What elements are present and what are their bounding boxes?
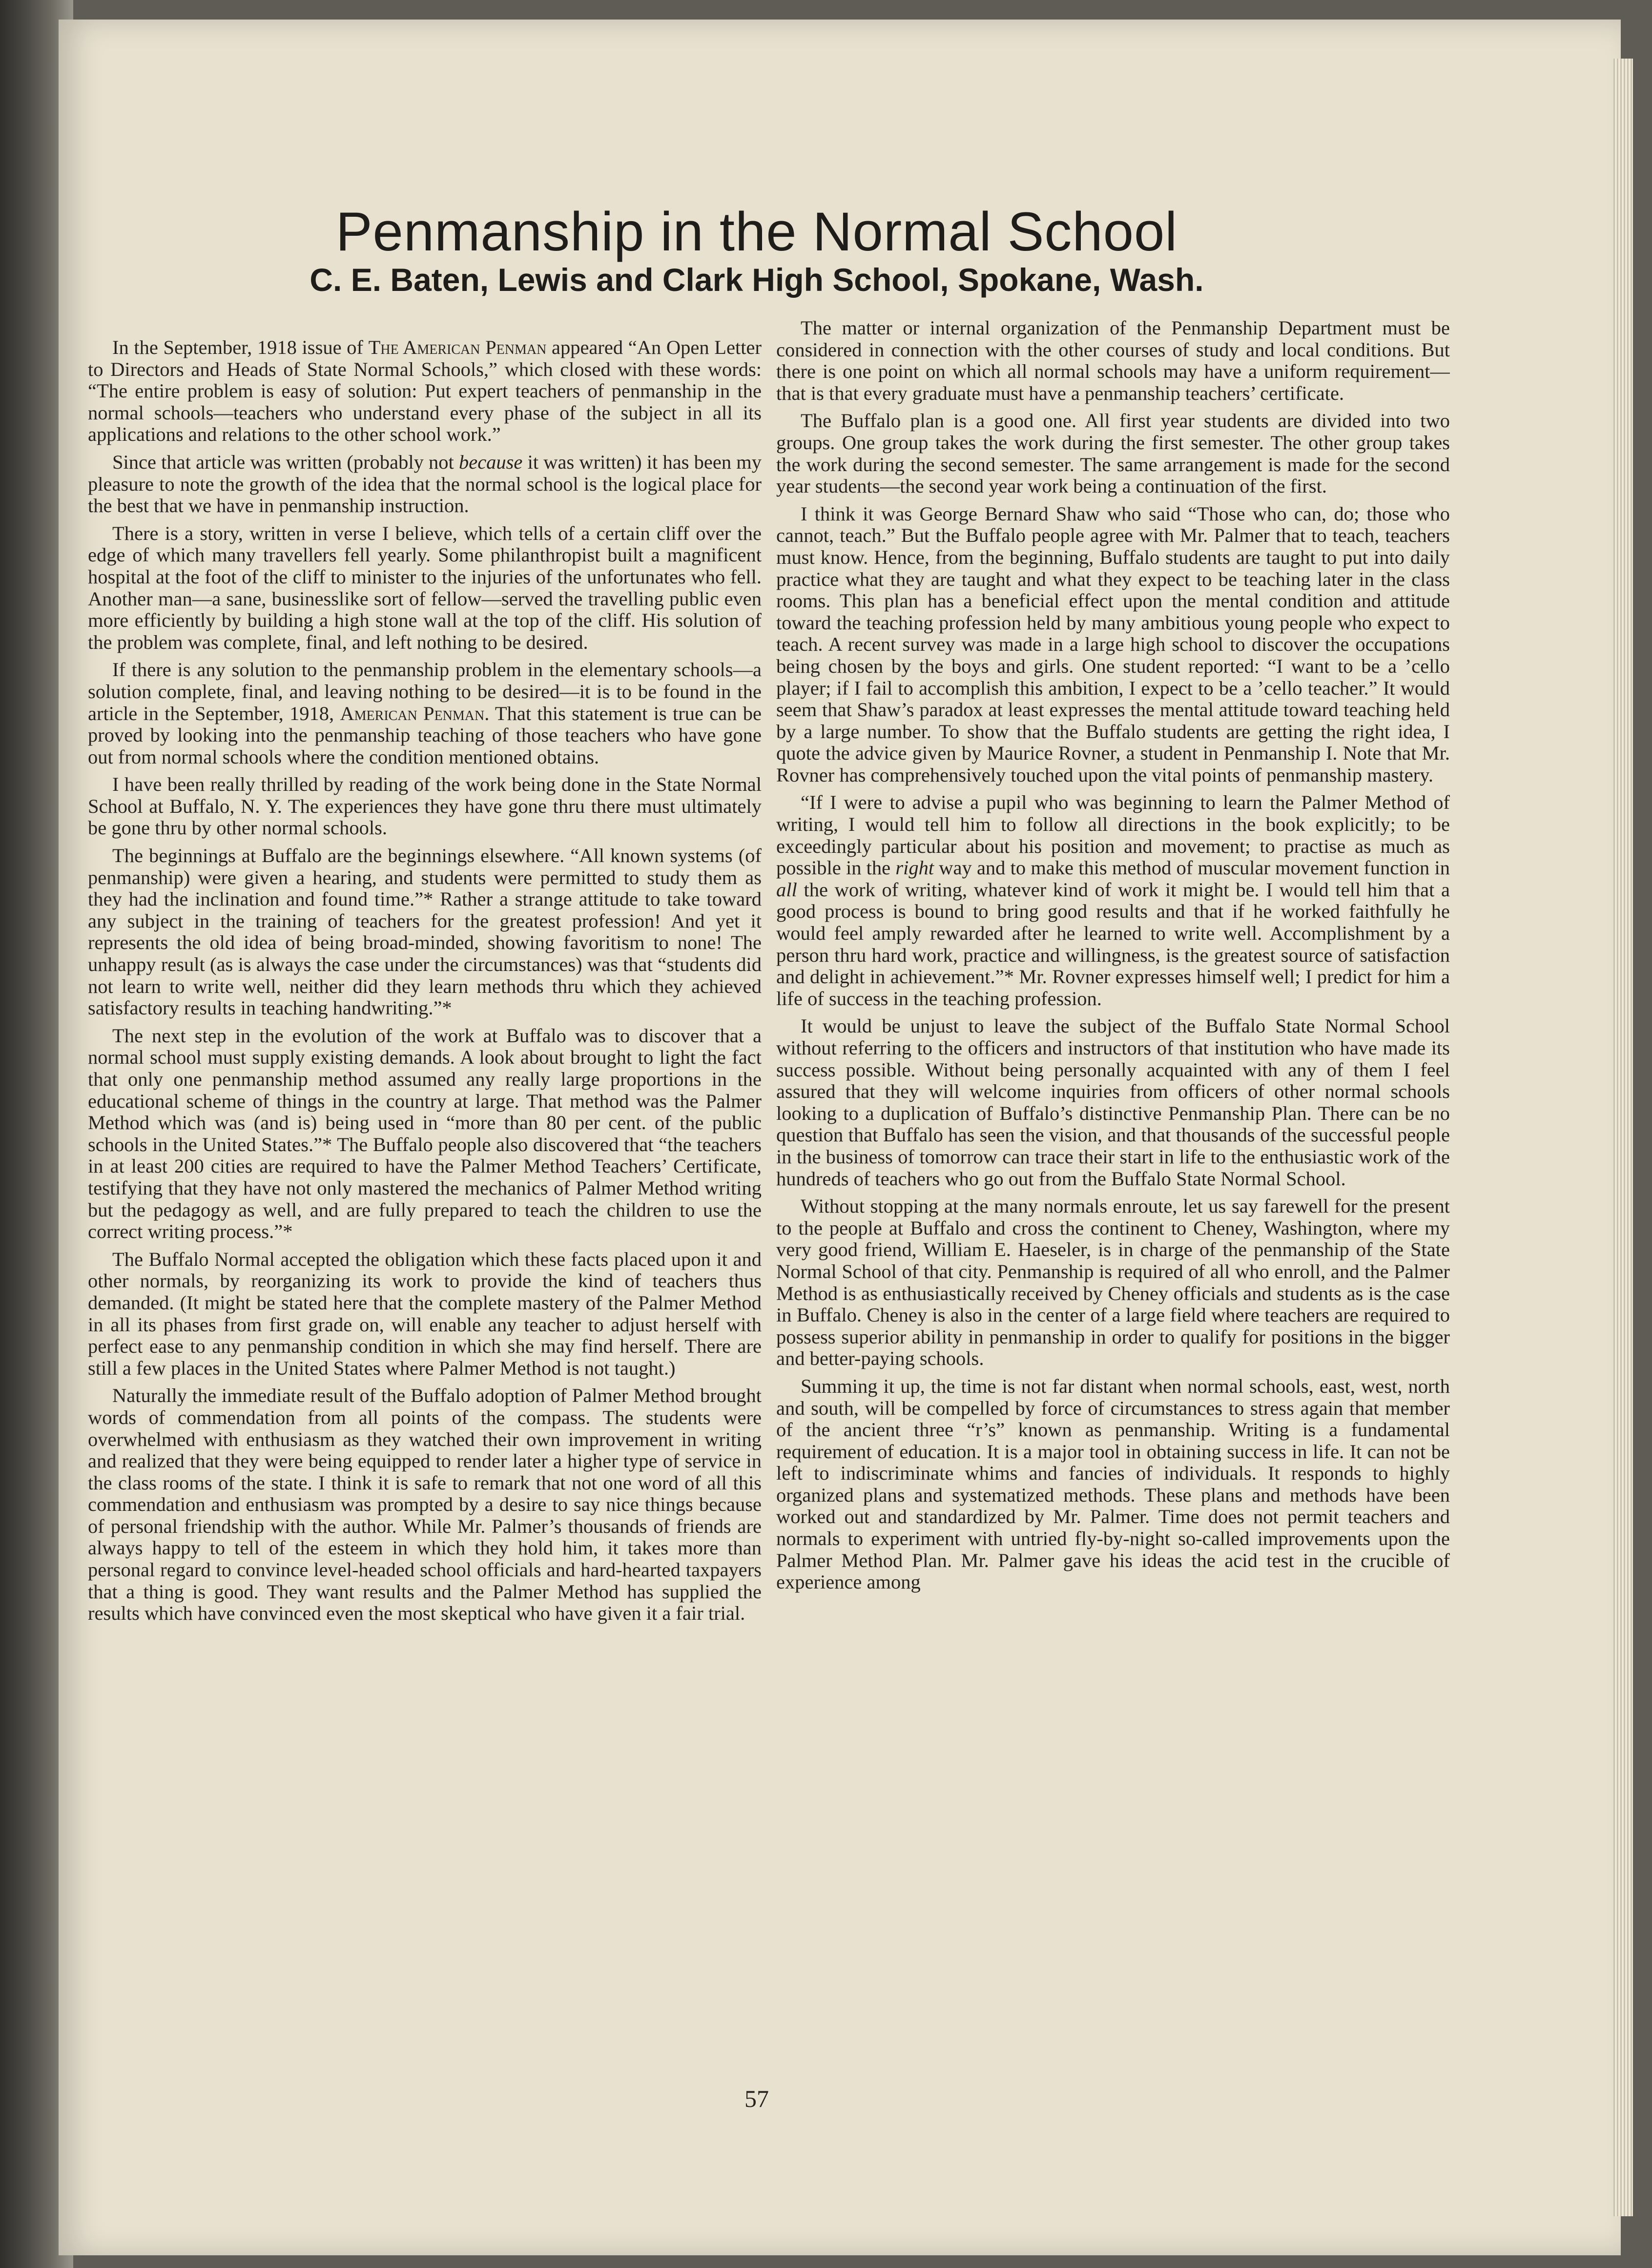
- paragraph: There is a story, written in verse I believe, which tells of a certain cliff over the edge of which many travellers fell yearly. Some philanthropist built a magnificent hospital at the foot of the cliff to minister to the injuries of the unfortunates who fell. Another man—a sane, businesslike sort of fellow—served the travelling public even more efficiently by building a high stone wall at the top of the cliff. His solution of the problem was complete, final, and left nothing to be desired.: [88, 522, 762, 653]
- paragraph: The matter or internal organization of the Penmanship Department must be considered in connection with the other courses of study and local conditions. But there is one point on which all normal schools may have a uniform requirement—that is that every graduate must have a penmanship teachers’ certificate.: [776, 317, 1450, 404]
- paragraph: The beginnings at Buffalo are the beginnings elsewhere. “All known systems (of penmanship) were given a hearing, and students were permitted to study them as they had the inclination and found time.”* Rather a strange attitude to take toward any subject in the training of teachers for the greatest profession! And yet it represents the old idea of being broad-minded, showing favoritism to none! The unhappy result (as is always the case under the circumstances) was that “students did not learn to write well, neither did they learn methods thru which they achieved satisfactory results in teaching handwriting.”*: [88, 845, 762, 1019]
- small-caps-title: The American Penman: [368, 337, 547, 358]
- paragraph: “If I were to advise a pupil who was beginning to learn the Palmer Method of writing, I would tell him to follow all directions in the book explicitly; to be exceedingly particular about his position and movement; to practise as much as possible in the right way and to make this method of muscular movement function in all the work of writing, whatever kind of work it might be. I would tell him that a good process is bound to bring good results and that if he worked faithfully he would feel amply rewarded after he learned to write well. Accomplishment by a person thru hard work, practice and willingness, is the greatest source of satisfaction and delight in achievement.”* Mr. Rovner expresses himself well; I predict for him a life of success in the teaching profession.: [776, 791, 1450, 1010]
- emphasis: because: [458, 451, 523, 473]
- paragraph: If there is any solution to the penmanship problem in the elementary schools—a solution complete, final, and leaving nothing to be desired—it is to be found in the article in the September, 1918, American Penman. That this statement is true can be proved by looking into the penmanship teaching of those teachers who have gone out from normal schools where the condition mentioned obtains.: [88, 659, 762, 768]
- right-text-column: [776, 317, 1450, 2045]
- emphasis: all: [776, 878, 797, 901]
- paragraph: Naturally the immediate result of the Buffalo adoption of Palmer Method brought words of commendation from all points of the compass. The students were overwhelmed with enthusiasm as they watched their own improvement in writing and realized that they were being equipped to render later a higher type of service in the class rooms of the state. I think it is safe to remark that not one word of all this commendation and enthusiasm was prompted by a desire to say nice things because of personal friendship with the author. While Mr. Palmer’s thousands of friends are always happy to tell of the esteem in which they hold him, it takes more than personal regard to convince level-headed school officials and hard-hearted taxpayers that a thing is good. They want results and the Palmer Method has supplied the results which have convinced even the most skeptical who have given it a fair trial.: [88, 1384, 762, 1625]
- paragraph: The Buffalo plan is a good one. All first year students are divided into two groups. One group takes the work during the first semester. The other group takes the work during the second semester. The same arrangement is made for the second year students—the second year work being a continuation of the first.: [776, 410, 1450, 497]
- paragraph: I think it was George Bernard Shaw who said “Those who can, do; those who cannot, teach.” But the Buffalo people agree with Mr. Palmer that to teach, teachers must know. Hence, from the beginning, Buffalo students are taught to put into daily practice what they are taught and what they expect to be teaching later in the class rooms. This plan has a beneficial effect upon the mental condition and attitude toward the teaching profession held by many ambitious young people who expect to teach. A recent survey was made in a large high school to discover the occupations being chosen by the boys and girls. One student reported: “I want to be a ’cello player; if I fail to accomplish this ambition, I expect to be a ’cello teacher.” It would seem that Shaw’s paradox at least expresses the mental attitude toward teaching held by a large number. To show that the Buffalo students are getting the right idea, I quote the advice given by Maurice Rovner, a student in Penmanship I. Note that Mr. Rovner has comprehensively touched upon the vital points of penmanship mastery.: [776, 502, 1450, 786]
- left-text-column: [88, 337, 762, 2045]
- page-number: 57: [744, 2085, 769, 2112]
- paragraph: Without stopping at the many normals enroute, let us say farewell for the present to the people at Buffalo and cross the continent to Cheney, Washington, where my very good friend, William E. Haeseler, is in charge of the penmanship of the State Normal School of that city. Penmanship is required of all who enroll, and the Palmer Method is as enthusiastically received by Cheney officials and students as is the case in Buffalo. Cheney is also in the center of a large field where teachers are required to possess superior ability in penmanship in order to qualify for positions in the bigger and better-paying schools.: [776, 1195, 1450, 1370]
- emphasis: right: [895, 857, 934, 879]
- page-edges: [1613, 59, 1633, 2216]
- article-title: Penmanship in the Normal School: [335, 201, 1178, 262]
- paragraph: It would be unjust to leave the subject of the Buffalo State Normal School without referring to the officers and instructors of that institution who have made its success possible. Without being personally acquainted with any of them I feel assured that they will welcome inquiries from officers of other normal schools looking to a duplication of Buffalo’s distinctive Penmanship Plan. There can be no question that Buffalo has seen the vision, and that thousands of the successful people in the business of tomorrow can trace their start in life to the enthusiastic work of the hundreds of teachers who go out from the Buffalo State Normal School.: [776, 1015, 1450, 1190]
- small-caps-title: American Penman: [340, 702, 485, 724]
- paragraph: The next step in the evolution of the work at Buffalo was to discover that a normal school must supply existing demands. A look about brought to light the fact that only one penmanship method assumed any really large proportions in the educational scheme of things in the country at large. That method was the Palmer Method which was (and is) being used in “more than 80 per cent. of the public schools in the United States.”* The Buffalo people also discovered that “the teachers in at least 200 cities are required to have the Palmer Method Teachers’ Certificate, testifying that they have not only mastered the mechanics of Palmer Method writing but the pedagogy as well, and are fully prepared to teach the children to use the correct writing process.”*: [88, 1024, 762, 1243]
- paragraph: The Buffalo Normal accepted the obligation which these facts placed upon it and other normals, by reorganizing its work to provide the kind of teachers thus demanded. (It might be stated here that the complete mastery of the Palmer Method in all its phases from first grade on, will enable any teacher to adjust herself with perfect ease to any penmanship condition in which she may find herself. There are still a few places in the United States where Palmer Method is not taught.): [88, 1248, 762, 1379]
- paragraph: Summing it up, the time is not far distant when normal schools, east, west, north and south, will be compelled by force of circumstances to stress again that member of the ancient three “r’s” known as penmanship. Writing is a fundamental requirement of education. It is a major tool in obtaining success in life. It can not be left to indiscriminate whims and fancies of individuals. It responds to highly organized plans and systematized methods. These plans and methods have been worked out and standardized by Mr. Palmer. Time does not permit teachers and normals to experiment with untried fly-by-night so-called improvements upon the Palmer Method Plan. Mr. Palmer gave his ideas the acid test in the crucible of experience among: [776, 1375, 1450, 1593]
- article-byline: C. E. Baten, Lewis and Clark High School, Spokane, Wash.: [310, 262, 1204, 298]
- paragraph: In the September, 1918 issue of The American Penman appeared “An Open Letter to Directors and Heads of State Normal Schools,” which closed with these words: “The entire problem is easy of solution: Put expert teachers of penmanship in the normal schools—teachers who understand every phase of the subject in all its applications and relations to the other school work.”: [88, 337, 762, 446]
- paragraph: Since that article was written (probably not because it was written) it has been my pleasure to note the growth of the idea that the normal school is the logical place for the best that we have in penmanship instruction.: [88, 451, 762, 517]
- paragraph: I have been really thrilled by reading of the work being done in the State Normal School at Buffalo, N. Y. The experiences they have gone thru there must ultimately be gone thru by other normal schools.: [88, 773, 762, 839]
